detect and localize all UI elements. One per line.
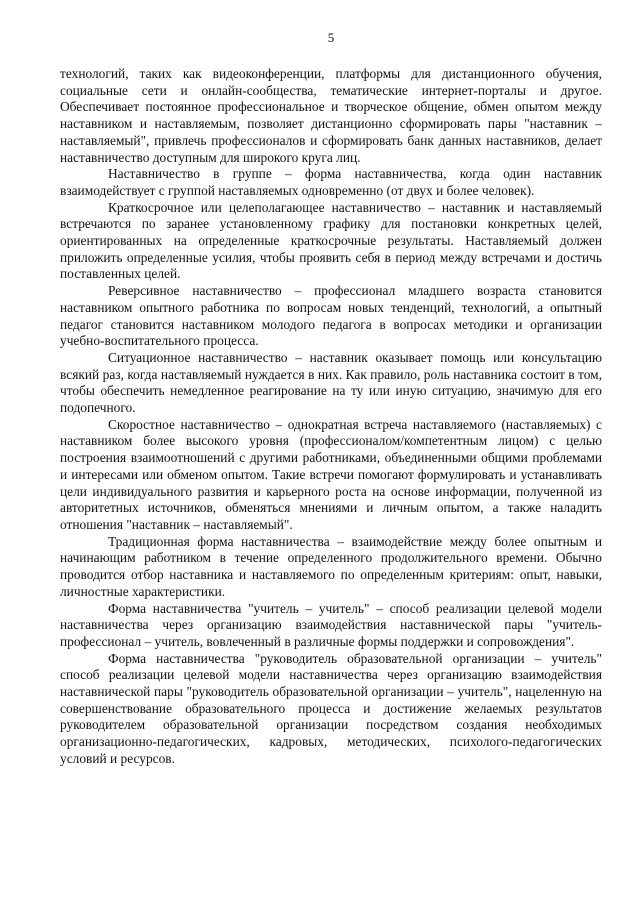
- paragraph-situational-mentoring: Ситуационное наставничество – наставник оказывает помощь или консультацию всякий раз, когда наставляемый нуждается в них. Как правило, роль наставника состоит в том, чтобы обеспечить немедленное реагирование на ту или иную ситуацию, значимую для его подопечного.: [60, 349, 602, 416]
- document-body: [60, 66, 602, 768]
- paragraph-short-term-mentoring: Краткосрочное или целеполагающее наставничество – наставник и наставляемый встречаются по заранее установленному графику для постановки конкретных целей, ориентированных на определенные краткосрочные результаты. Наставляемый должен приложить определенные усилия, чтобы проявить себя в период между встречами и достичь поставленных целей.: [60, 199, 602, 282]
- page-number: 5: [327, 30, 335, 45]
- paragraph-reverse-mentoring: Реверсивное наставничество – профессионал младшего возраста становится наставником опытного работника по вопросам новых тенденций, технологий, а опытный педагог становится наставником молодого педагога в вопросах методики и организации учебно-воспитательного процесса.: [60, 283, 602, 349]
- paragraph-teacher-teacher: Форма наставничества "учитель – учитель" – способ реализации целевой модели наставничества через организацию взаимодействия наставнической пары "учитель-профессионал – учитель, вовлеченный в различные формы поддержки и сопровождения".: [60, 600, 602, 649]
- paragraph-speed-mentoring: Скоростное наставничество – однократная встреча наставляемого (наставляемых) с наставником более высокого уровня (профессионалом/компетентным лицом) с целью построения взаимоотношений с другими работниками, объединенными общими проблемами и интересами или обменом опытом. Такие встречи помогают формулировать и устанавливать цели индивидуального развития и карьерного роста на основе информации, полученной из авторитетных источников, обменяться мнениями и личным опытом, а также наладить отношения "наставник – наставляемый".: [60, 416, 602, 532]
- paragraph-online-mentoring-continued: технологий, таких как видеоконференции, платформы для дистанционного обучения, социальные сети и онлайн-сообщества, тематические интернет-порталы и другое. Обеспечивает постоянное профессиональное и творческое общение, обмен опытом между наставником и наставляемым, позволяет дистанционно сформировать пары "наставник – наставляемый", привлечь профессионалов и сформировать банк данных наставников, делает наставничество доступным для широкого круга лиц.: [60, 66, 602, 165]
- paragraph-group-mentoring: Наставничество в группе – форма наставничества, когда один наставник взаимодействует с группой наставляемых одновременно (от двух и более человек).: [60, 166, 602, 198]
- paragraph-head-teacher: Форма наставничества "руководитель образовательной организации – учитель" способ реализации целевой модели наставничества через организацию взаимодействия наставнической пары "руководитель образовательной организации – учитель", нацеленную на совершенствование образовательного процесса и достижение желаемых результатов руководителем образовательной организации посредством создания необходимых организационно-педагогических, кадровых, методических, психолого-педагогических условий и ресурсов.: [60, 650, 602, 766]
- paragraph-traditional-mentoring: Традиционная форма наставничества – взаимодействие между более опытным и начинающим работником в течение определенного продолжительного времени. Обычно проводится отбор наставника и наставляемого по определенным критериям: опыт, навыки, личностные характеристики.: [60, 533, 602, 599]
